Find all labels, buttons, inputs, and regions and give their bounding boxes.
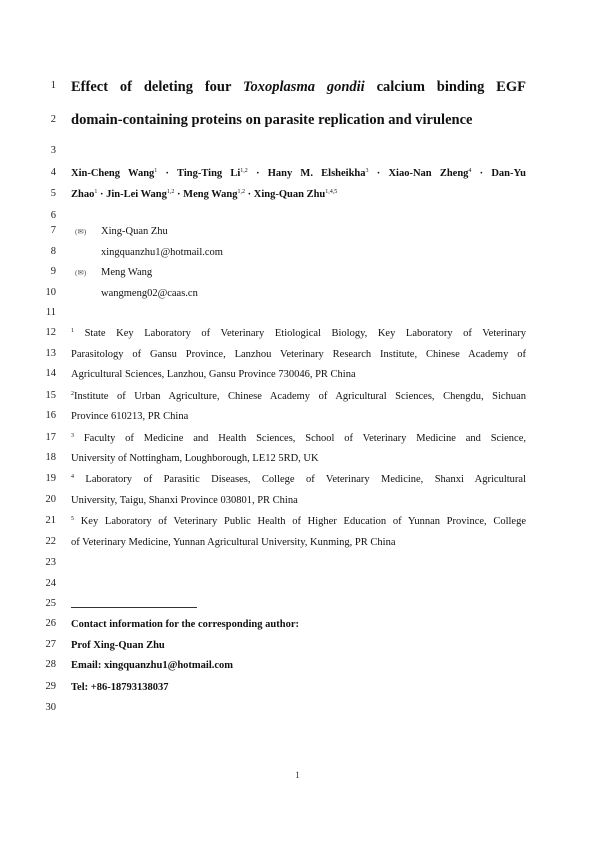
author-separator: · [368, 168, 389, 179]
line-number: 28 [45, 659, 56, 670]
affiliation-mark: 3 [71, 433, 74, 439]
author-affiliation-mark: 3 [365, 168, 369, 174]
author-affiliation-mark: 1,2 [166, 189, 175, 195]
line-number: 6 [50, 210, 56, 221]
author-name: Jin-Lei Wang [106, 189, 167, 200]
paper-title-line-2: domain-containing proteins on parasite replication and virulence [71, 112, 473, 128]
affiliation-text: Institute of Urban Agriculture, Chinese Academy of Agricultural Sciences, Chengdu, Sichuan [74, 391, 526, 402]
contact-2-name-row [71, 266, 526, 279]
line-number: 16 [45, 410, 56, 421]
author-separator: · [157, 168, 178, 179]
line-number: 29 [45, 681, 56, 692]
contact-name: Xing-Quan Zhu [101, 226, 168, 237]
affiliation-4-line-1 [71, 473, 526, 486]
line-number: 8 [50, 246, 56, 257]
affiliation-1-line-3: Agricultural Sciences, Lanzhou, Gansu Province 730046, PR China [71, 369, 356, 380]
affiliation-2-line-2: Province 610213, PR China [71, 411, 189, 422]
author-affiliation-mark: 4 [468, 168, 472, 174]
author-separator: · [174, 189, 184, 200]
line-number: 24 [45, 578, 56, 589]
line-number: 15 [45, 390, 56, 401]
author-affiliation-mark: 1,2 [237, 189, 246, 195]
author-line-1 [71, 167, 526, 180]
author-name: Hany M. Elsheikha [267, 168, 366, 179]
line-number: 3 [50, 145, 56, 156]
affiliation-mark: 4 [71, 474, 74, 480]
author-name: Meng Wang [183, 189, 238, 200]
line-number: 18 [45, 452, 56, 463]
corresponding-name: Prof Xing-Quan Zhu [71, 640, 165, 651]
affiliation-text: Faculty of Medicine and Health Sciences, School of Veterinary Medicine and Science, [83, 433, 526, 444]
paper-title-line-1 [71, 78, 526, 96]
line-number: 2 [50, 114, 56, 125]
author-name: Zhao [71, 189, 95, 200]
line-number: 4 [50, 167, 56, 178]
contact-name: Meng Wang [101, 267, 153, 278]
affiliation-4-line-2: University, Taigu, Shanxi Province 030801, PR China [71, 495, 298, 506]
author-separator: · [471, 168, 492, 179]
contact-1-name-row [71, 225, 526, 238]
author-name: Xiao-Nan Zheng [388, 168, 469, 179]
line-number: 9 [50, 266, 56, 277]
envelope-icon: (✉) [75, 268, 87, 277]
author-affiliation-mark: 1 [94, 189, 98, 195]
affiliation-3-line-1 [71, 432, 526, 445]
corresponding-heading: Contact information for the corresponding author: [71, 619, 299, 630]
line-number: 12 [45, 327, 56, 338]
line-number: 27 [45, 639, 56, 650]
line-number: 22 [45, 536, 56, 547]
affiliation-5-line-2: of Veterinary Medicine, Yunnan Agricultural University, Kunming, PR China [71, 537, 396, 548]
author-name: Xing-Quan Zhu [253, 189, 326, 200]
author-affiliation-mark: 1,4,5 [325, 189, 338, 195]
author-separator: · [97, 189, 107, 200]
affiliation-1-line-2: Parasitology of Gansu Province, Lanzhou Veterinary Research Institute, Chinese Academy of [71, 349, 526, 360]
author-separator: · [247, 168, 268, 179]
page-number: 1 [295, 770, 300, 780]
line-number: 7 [50, 225, 56, 236]
author-name: Dan-Yu [491, 168, 526, 179]
author-name: Ting-Ting Li [177, 168, 241, 179]
affiliation-5-line-1 [71, 515, 526, 528]
author-name: Xin-Cheng Wang [71, 168, 155, 179]
contact-email: xingquanzhu1@hotmail.com [101, 247, 223, 258]
line-number: 26 [45, 618, 56, 629]
line-number: 25 [45, 598, 56, 609]
affiliation-2-line-1 [71, 390, 526, 403]
title-species-italic: Toxoplasma gondii [243, 79, 365, 95]
contact-email: wangmeng02@caas.cn [101, 288, 198, 299]
affiliation-mark: 2 [71, 391, 74, 397]
envelope-icon: (✉) [75, 227, 87, 236]
affiliation-mark: 5 [71, 516, 74, 522]
author-affiliation-mark: 1,2 [240, 168, 248, 174]
affiliation-text: State Key Laboratory of Veterinary Etiological Biology, Key Laboratory of Veterinary [84, 328, 526, 339]
line-number: 23 [45, 557, 56, 568]
corresponding-email: Email: xingquanzhu1@hotmail.com [71, 660, 234, 671]
line-number: 20 [45, 494, 56, 505]
affiliation-text: Key Laboratory of Veterinary Public Health of Higher Education of Yunnan Province, College [80, 516, 527, 527]
line-number: 17 [45, 432, 56, 443]
author-affiliation-mark: 1 [154, 168, 158, 174]
title-text: Effect of deleting four [71, 79, 243, 95]
affiliation-3-line-2: University of Nottingham, Loughborough, LE12 5RD, UK [71, 453, 319, 464]
line-number: 13 [45, 348, 56, 359]
footnote-divider [71, 607, 197, 608]
corresponding-tel: Tel: +86-18793138037 [71, 682, 169, 693]
line-number: 10 [45, 287, 56, 298]
author-separator: · [245, 189, 254, 200]
line-number: 30 [45, 702, 56, 713]
line-number: 14 [45, 368, 56, 379]
affiliation-text: Laboratory of Parasitic Diseases, College of Veterinary Medicine, Shanxi Agricultural [85, 474, 526, 485]
title-text: calcium binding EGF [364, 79, 526, 95]
author-line-2 [71, 188, 526, 201]
line-number: 1 [50, 80, 56, 91]
line-number: 11 [45, 307, 56, 318]
line-number: 19 [45, 473, 56, 484]
affiliation-1-line-1 [71, 327, 526, 340]
affiliation-mark: 1 [71, 328, 74, 334]
line-number: 21 [45, 515, 56, 526]
line-number: 5 [50, 188, 56, 199]
